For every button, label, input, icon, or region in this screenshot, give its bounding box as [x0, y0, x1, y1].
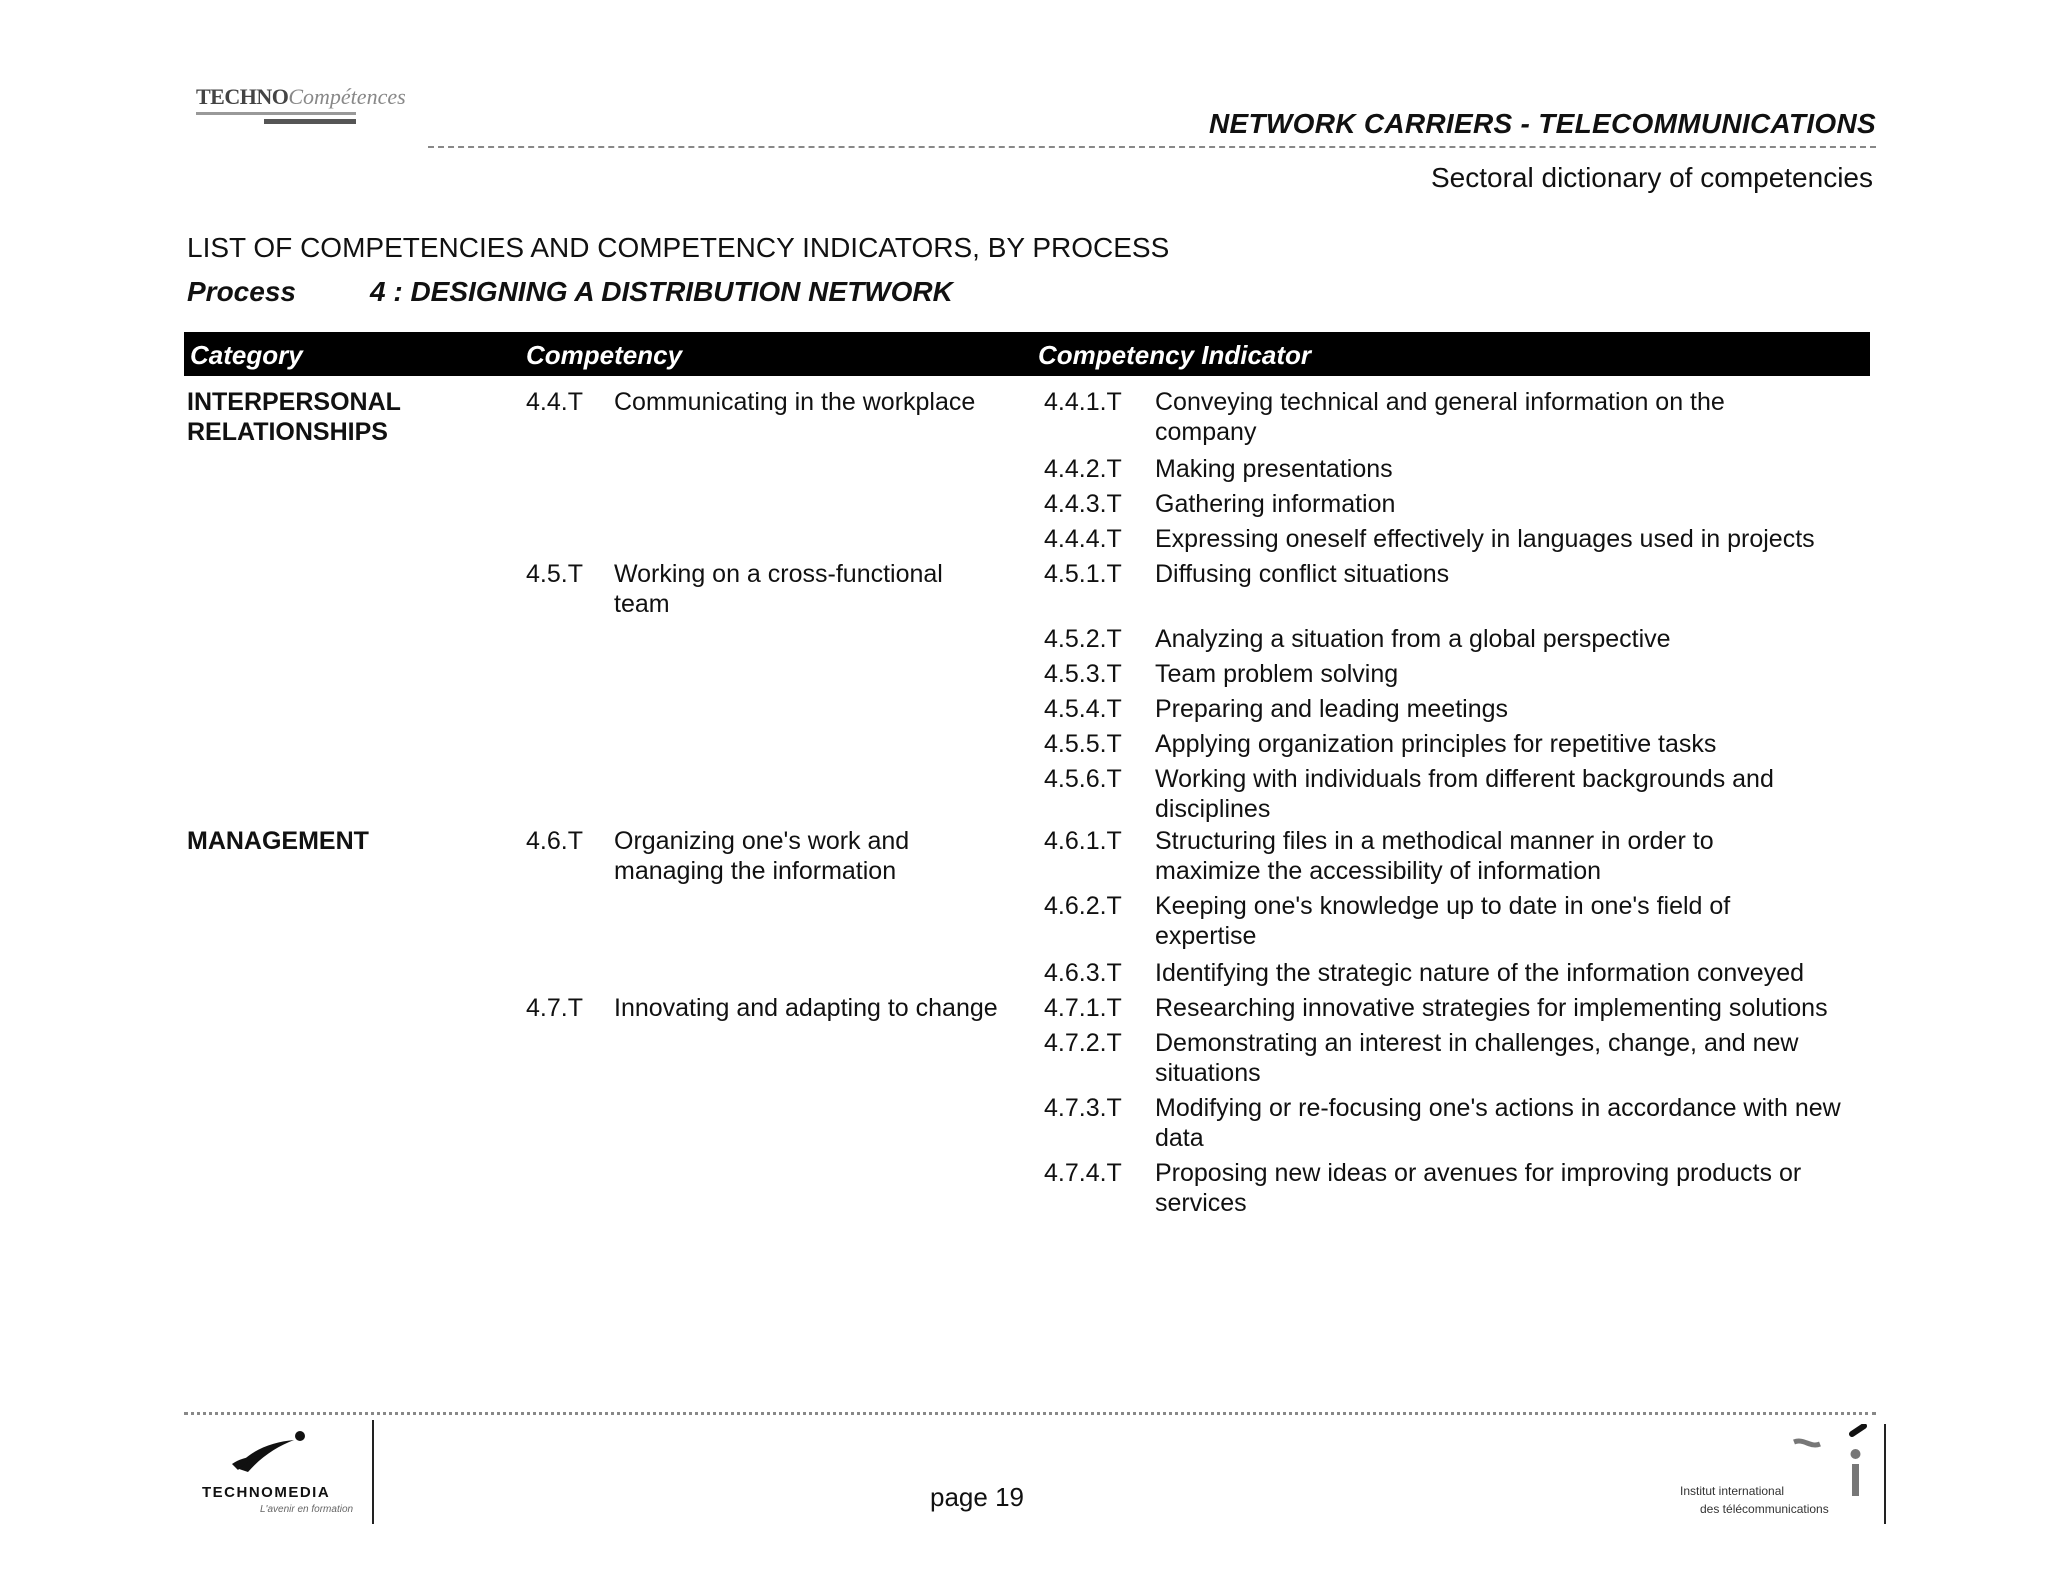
- category-management: MANAGEMENT: [187, 827, 369, 855]
- list-title: LIST OF COMPETENCIES AND COMPETENCY INDICATORS, BY PROCESS: [187, 232, 1170, 263]
- indicator-text: Keeping one's knowledge up to date in one's field of expertise: [1155, 892, 1731, 950]
- competency-number: 4.6.T: [526, 827, 583, 855]
- iit-name-line1: Institut international: [1680, 1484, 1785, 1498]
- indicator-number: 4.7.3.T: [1044, 1094, 1122, 1122]
- indicator-number: 4.7.1.T: [1044, 994, 1122, 1022]
- page-number: page 19: [930, 1482, 1024, 1512]
- header-divider: [428, 146, 1876, 148]
- indicator-number: 4.6.2.T: [1044, 892, 1122, 920]
- indicator-text: Structuring files in a methodical manner in order to maximize the accessibility of information: [1155, 827, 1714, 885]
- indicator-text: Analyzing a situation from a global perspective: [1155, 625, 1671, 653]
- indicator-number: 4.4.3.T: [1044, 490, 1122, 518]
- indicator-number: 4.7.2.T: [1044, 1029, 1122, 1057]
- technomedia-swoosh-icon: [198, 1428, 318, 1484]
- technomedia-name: TECHNOMEDIA: [202, 1484, 331, 1501]
- indicator-text: Researching innovative strategies for implementing solutions: [1155, 994, 1828, 1022]
- indicator-text: Working with individuals from different backgrounds and disciplines: [1155, 765, 1774, 823]
- indicator-number: 4.6.3.T: [1044, 959, 1122, 987]
- indicator-text: Preparing and leading meetings: [1155, 695, 1509, 723]
- indicator-text: Modifying or re-focusing one's actions in accordance with new data: [1155, 1094, 1841, 1152]
- indicator-number: 4.4.2.T: [1044, 455, 1122, 483]
- indicator-text: Team problem solving: [1155, 660, 1399, 688]
- footer-divider: [184, 1412, 1876, 1415]
- header-competency: Competency: [526, 340, 683, 370]
- footer-logo-separator: [1884, 1424, 1886, 1524]
- competency-text: Organizing one's work and managing the information: [614, 827, 910, 885]
- indicator-text: Demonstrating an interest in challenges, change, and new situations: [1155, 1029, 1799, 1087]
- footer-logo-separator: [372, 1420, 374, 1524]
- indicator-text: Identifying the strategic nature of the information conveyed: [1155, 959, 1804, 987]
- logo-bold-text: TECHNO: [196, 84, 289, 109]
- technomedia-logo: [198, 1428, 388, 1524]
- indicator-text: Expressing oneself effectively in languages used in projects: [1155, 525, 1815, 553]
- header-category: Category: [190, 340, 303, 370]
- logo-bar-dark: [264, 119, 356, 124]
- iit-name-line2: des télécommunications: [1700, 1502, 1829, 1516]
- process-value: 4 : DESIGNING A DISTRIBUTION NETWORK: [370, 276, 953, 307]
- indicator-text: Making presentations: [1155, 455, 1393, 483]
- process-heading: [187, 276, 953, 308]
- logo-italic-text: Compétences: [288, 84, 406, 109]
- competency-number: 4.7.T: [526, 994, 583, 1022]
- header-title: NETWORK CARRIERS - TELECOMMUNICATIONS: [1209, 108, 1876, 139]
- indicator-number: 4.4.4.T: [1044, 525, 1122, 553]
- indicator-number: 4.5.1.T: [1044, 560, 1122, 588]
- technomedia-tagline: L'avenir en formation: [260, 1504, 354, 1515]
- category-interpersonal: INTERPERSONAL RELATIONSHIPS: [187, 388, 401, 446]
- indicator-text: Gathering information: [1155, 490, 1396, 518]
- competency-number: 4.4.T: [526, 388, 583, 416]
- iit-logo: [1676, 1424, 1886, 1524]
- indicator-number: 4.5.6.T: [1044, 765, 1122, 793]
- competency-text: Working on a cross-functional team: [614, 560, 943, 618]
- header-competency-indicator: Competency Indicator: [1038, 340, 1312, 370]
- indicator-text: Conveying technical and general information on the company: [1155, 388, 1725, 446]
- process-label: Process: [187, 276, 296, 307]
- indicator-number: 4.7.4.T: [1044, 1159, 1122, 1187]
- indicator-number: 4.5.5.T: [1044, 730, 1122, 758]
- header-subtitle: Sectoral dictionary of competencies: [1431, 162, 1873, 193]
- logo-bar: [196, 112, 356, 115]
- indicator-text: Diffusing conflict situations: [1155, 560, 1450, 588]
- table-header: [184, 332, 1870, 376]
- competency-text: Communicating in the workplace: [614, 388, 976, 416]
- competency-text: Innovating and adapting to change: [614, 994, 998, 1022]
- technocompetences-logo: [196, 84, 406, 128]
- indicator-number: 4.5.4.T: [1044, 695, 1122, 723]
- indicator-number: 4.6.1.T: [1044, 827, 1122, 855]
- indicator-text: Proposing new ideas or avenues for improving products or services: [1155, 1159, 1802, 1217]
- indicator-text: Applying organization principles for repetitive tasks: [1155, 730, 1717, 758]
- indicator-number: 4.5.3.T: [1044, 660, 1122, 688]
- indicator-number: 4.4.1.T: [1044, 388, 1122, 416]
- indicator-number: 4.5.2.T: [1044, 625, 1122, 653]
- competency-number: 4.5.T: [526, 560, 583, 588]
